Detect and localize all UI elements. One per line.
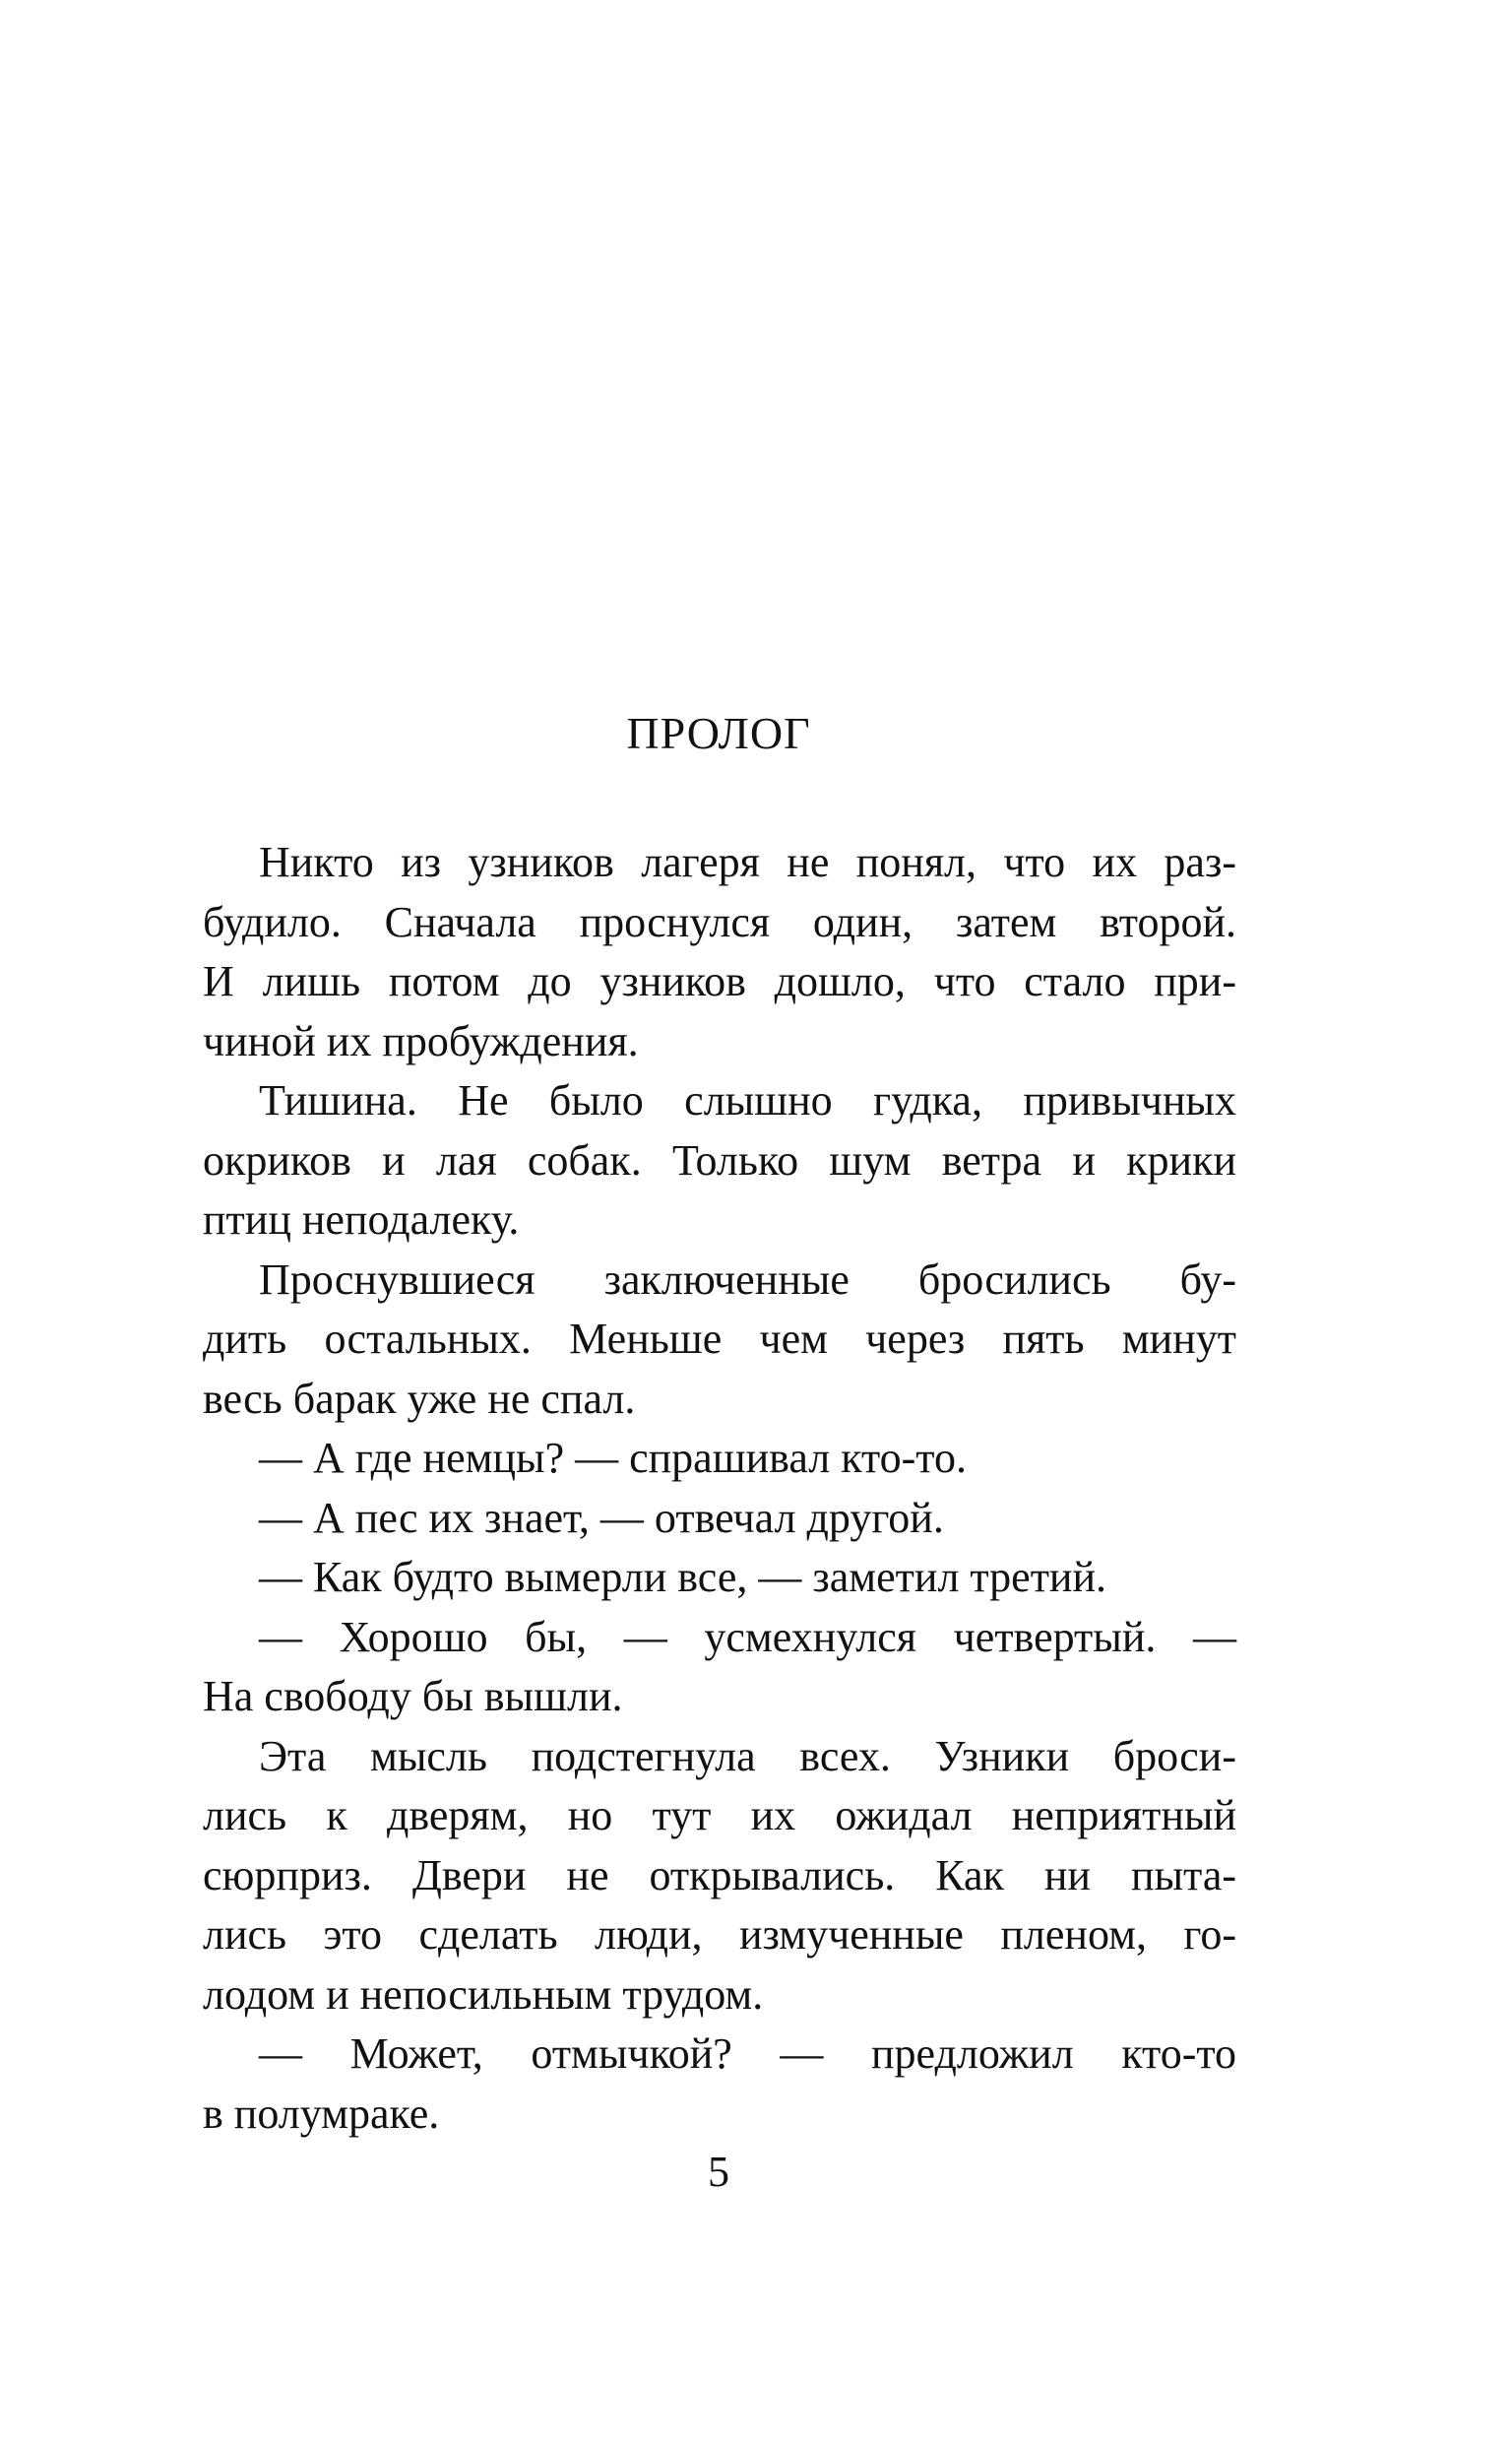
text-line: — А где немцы? — спрашивал кто-то. [259,1434,967,1482]
text-line: сюрприз. Двери не открывались. Как ни пыта- [203,1850,1236,1899]
text-line: лись это сделать люди, измученные пленом, го- [203,1910,1236,1959]
text-line: — А пес их знает, — отвечал другой. [259,1493,944,1542]
text-line: Эта мысль подстегнула всех. Узники броси- [259,1731,1236,1780]
text-line: Тишина. Не было слышно гудка, привычных [259,1076,1236,1125]
text-line: чиной их пробуждения. [203,1016,639,1065]
text-line: будило. Сначала проснулся один, затем второй. [203,897,1236,946]
text-line: Проснувшиеся заключенные бросились бу- [259,1254,1236,1304]
text-line: в полумраке. [203,2089,440,2138]
text-line: лодом и непосильным трудом. [203,1969,764,2019]
text-line: И лишь потом до узников дошло, что стало при- [203,957,1236,1005]
text-line: — Как будто вымерли все, — заметил третий. [259,1553,1107,1601]
text-line: Никто из узников лагеря не понял, что их раз- [259,838,1236,886]
text-line: — Хорошо бы, — усмехнулся четвертый. — [259,1612,1236,1661]
page-number: 5 [708,2148,729,2196]
text-line: лись к дверям, но тут их ожидал неприятный [203,1791,1236,1839]
text-line: птиц неподалеку. [203,1195,520,1244]
chapter-title: ПРОЛОГ [626,708,811,758]
text-line: — Может, отмычкой? — предложил кто-то [259,2029,1236,2078]
text-line: На свободу бы вышли. [203,1672,623,1720]
text-line: весь барак уже не спал. [203,1374,636,1423]
text-line: дить остальных. Меньше чем через пять минут [203,1315,1236,1363]
body-text [203,833,1236,2144]
text-line: окриков и лая собак. Только шум ветра и крики [203,1135,1236,1185]
